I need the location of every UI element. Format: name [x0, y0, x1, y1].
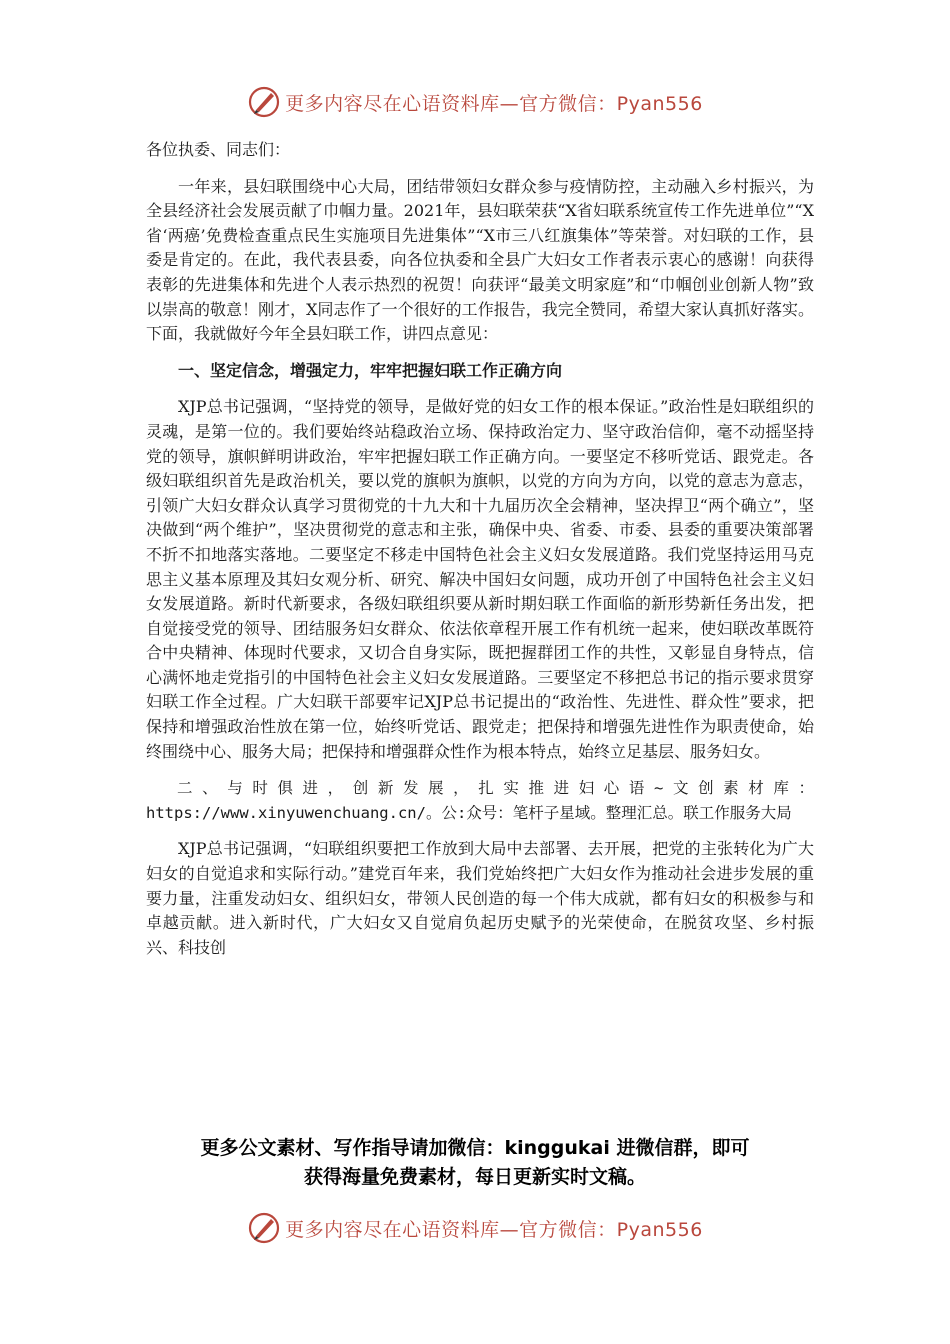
header-banner [0, 82, 950, 122]
footer-banner [0, 1208, 950, 1248]
document-body [146, 138, 814, 972]
section-heading-2: 二、与时俱进，创新发展，扎实推进妇心语~文创素材库：https://www.xinyuwenchuang.cn/。公:众号：笔杆子星域。整理汇总。联工作服务大局 [146, 779, 814, 822]
promo-line-1: 更多公文素材、写作指导请加微信：kinggukai 进微信群，即可 [200, 1137, 750, 1159]
section-1-paragraph: XJP总书记强调，“坚持党的领导，是做好党的妇女工作的根本保证。”政治性是妇联组织的灵魂，是第一位的。我们要始终站稳政治立场、保持政治定力、坚守政治信仰，毫不动摇坚持党的领导，旗帜鲜明讲政治，牢牢把握妇联工作正确方向。一要坚定不移听党话、跟党走。各级妇联组织首先是政治机关，要以党的旗帜为旗帜，以党的方向为方向，以党的意志为意志，引领广大妇女群众认真学习贯彻党的十九大和十九届历次全会精神，坚决捍卫“两个确立”，坚决做到“两个维护”，坚决贯彻党的意志和主张，确保中央、省委、市委、县委的重要决策部署不折不扣地落实落地。二要坚定不移走中国特色社会主义妇女发展道路。我们党坚持运用马克思主义基本原理及其妇女观分析、研究、解决中国妇女问题，成功开创了中国特色社会主义妇女发展道路。新时代新要求，各级妇联组织要从新时期妇联工作面临的新形势新任务出发，把自觉接受党的领导、团结服务妇女群众、依法依章程开展工作有机统一起来，使妇联改革既符合中央精神、体现时代要求，又切合自身实际，既把握群团工作的共性，又彰显自身特点，信心满怀地走党指引的中国特色社会主义妇女发展道路。三要坚定不移把总书记的指示要求贯穿妇联工作全过程。广大妇联干部要牢记XJP总书记提出的“政治性、先进性、群众性”要求，把保持和增强政治性放在第一位，始终听党话、跟党走；把保持和增强先进性作为职责使命，始终围绕中心、服务大局；把保持和增强群众性作为根本特点，始终立足基层、服务妇女。 [146, 397, 814, 761]
banner-text: 更多内容尽在心语资料库—官方微信：Pyan556 [285, 92, 703, 115]
pen-circle-logo-icon [247, 85, 281, 119]
promo-notice [0, 1134, 950, 1192]
intro-paragraph: 一年来，县妇联围绕中心大局，团结带领妇女群众参与疫情防控，主动融入乡村振兴，为全县经济社会发展贡献了巾帼力量。2021年，县妇联荣获“X省妇联系统宣传工作先进单位”“X省‘两癌’免费检查重点民生实施项目先进集体”“X市三八红旗集体”等荣誉。对妇联的工作，县委是肯定的。在此，我代表县委，向各位执委和全县广大妇女工作者表示衷心的感谢！向获得表彰的先进集体和先进个人表示热烈的祝贺！向获评“最美文明家庭”和“巾帼创业创新人物”致以崇高的敬意！刚才，X同志作了一个很好的工作报告，我完全赞同，希望大家认真抓好落实。下面，我就做好今年全县妇联工作，讲四点意见： [146, 176, 814, 344]
banner-text: 更多内容尽在心语资料库—官方微信：Pyan556 [285, 1218, 703, 1241]
section-2-paragraph: XJP总书记强调，“妇联组织要把工作放到大局中去部署、去开展，把党的主张转化为广大妇女的自觉追求和实际行动。”建党百年来，我们党始终把广大妇女作为推动社会进步发展的重要力量，注重发动妇女、组织妇女，带领人民创造的每一个伟大成就，都有妇女的积极参与和卓越贡献。进入新时代，广大妇女又自觉肩负起历史赋予的光荣使命，在脱贫攻坚、乡村振兴、科技创 [146, 839, 814, 957]
salutation: 各位执委、同志们： [146, 140, 291, 159]
promo-line-2: 获得海量免费素材，每日更新实时文稿。 [303, 1166, 646, 1188]
section-heading-1: 一、坚定信念，增强定力，牢牢把握妇联工作正确方向 [178, 360, 563, 380]
pen-circle-logo-icon [247, 1211, 281, 1245]
